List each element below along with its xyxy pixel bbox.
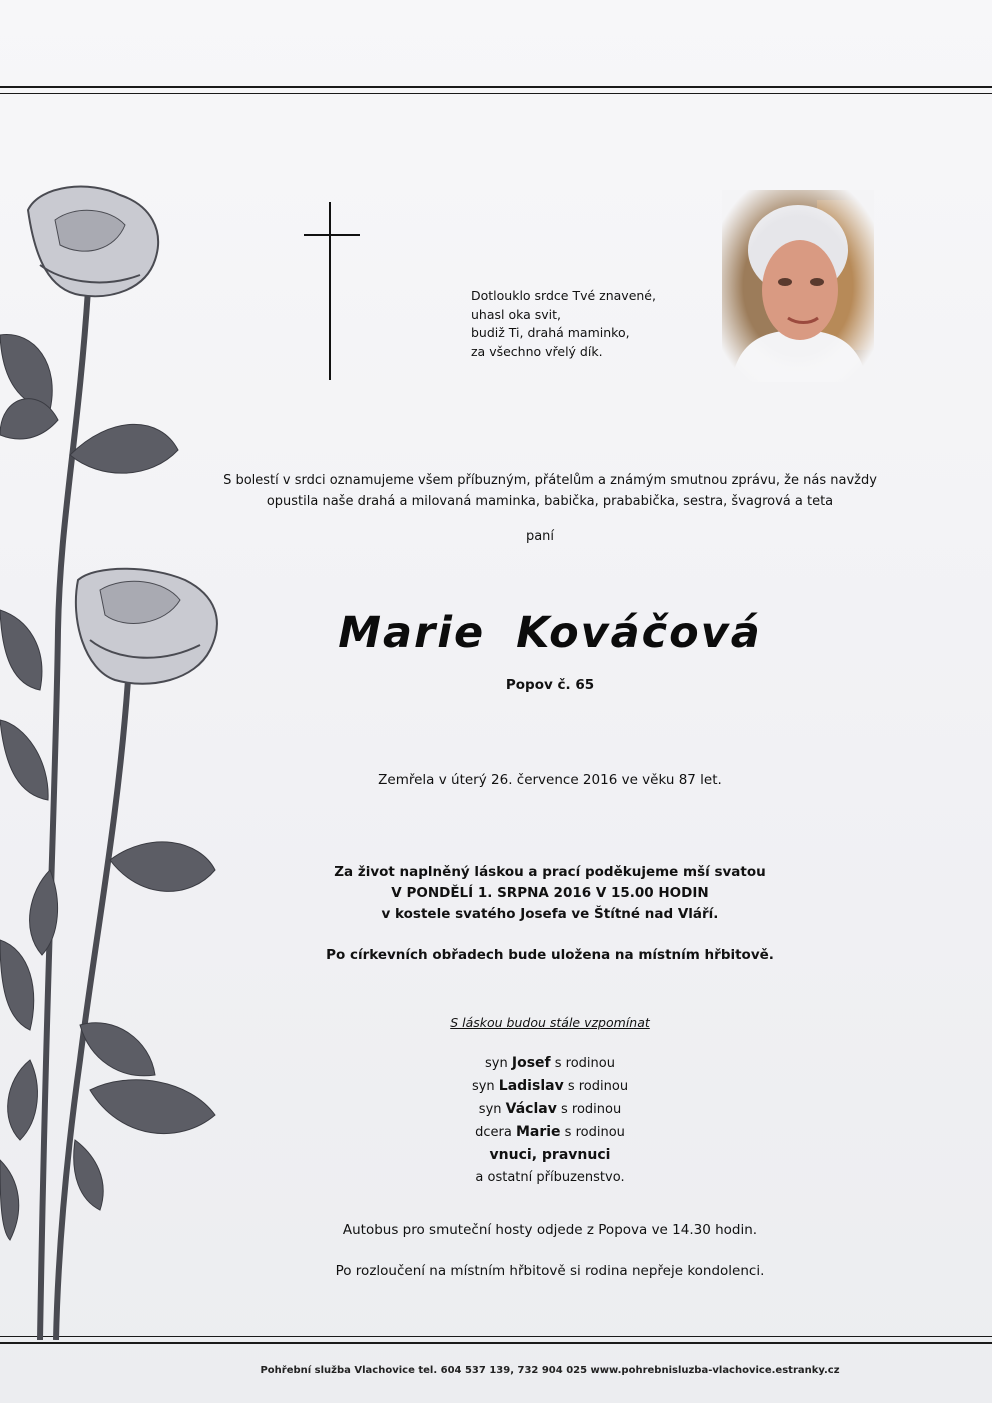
verse-line: Dotlouklo srdce Tvé znavené, [471,288,656,303]
announcement-line: opustila naše drahá a milovaná maminka, babička, prababička, sestra, švagrová a teta [266,494,834,509]
honorific: paní [525,529,555,544]
mourners-list [380,1052,720,1189]
mourner-row: a ostatní příbuzenstvo. [475,1170,625,1185]
verse-line: uhasl oka svit, [471,306,562,322]
funeral-service [250,862,850,925]
mourner-row: dcera Marie s rodinou [475,1124,625,1140]
bus-notice: Autobus pro smuteční hosty odjede z Popova ve 14.30 hodin. [342,1222,758,1238]
deceased-address: Popov č. 65 [505,677,595,693]
bottom-rule [0,1342,992,1344]
portrait-photo [722,190,874,382]
burial-notice: Po církevních obřadech bude uložena na místním hřbitově. [326,947,774,963]
rose-decoration [0,180,240,1340]
service-line: Za život naplněný láskou a prací poděkujeme mší svatou [334,864,766,880]
death-notice: Zemřela v úterý 26. července 2016 ve věku 87 let. [378,772,722,788]
mourner-row: syn Ladislav s rodinou [471,1078,629,1094]
deceased-name: Marie Kováčová [338,608,762,658]
service-location: v kostele svatého Josefa ve Štítné nad Vláří. [381,906,719,922]
footer-contact: Pohřební služba Vlachovice tel. 604 537 139, 732 904 025 www.pohrebnisluzba-vlachovice.estranky.cz [260,1365,840,1376]
condolence-notice: Po rozloučení na místním hřbitově si rodina nepřeje kondolenci. [335,1263,765,1279]
remember-heading: S láskou budou stále vzpomínat [450,1015,650,1030]
mourner-row: syn Josef s rodinou [485,1055,615,1071]
top-rule-thin [0,93,992,94]
mourner-row: vnuci, pravnuci [489,1147,611,1163]
cross-icon [302,202,362,380]
announcement-line: S bolestí v srdci oznamujeme všem příbuzným, přátelům a známým smutnou zprávu, že nás navždy [223,473,877,488]
mourner-row: syn Václav s rodinou [478,1101,622,1117]
service-date: V PONDĚLÍ 1. SRPNA 2016 V 15.00 HODIN [391,885,709,901]
verse-line: za všechno vřelý dík. [471,343,603,359]
announcement [180,470,920,512]
verse-line: budiž Ti, drahá maminko, [471,325,630,340]
top-rule [0,86,992,88]
memorial-verse [471,287,711,361]
